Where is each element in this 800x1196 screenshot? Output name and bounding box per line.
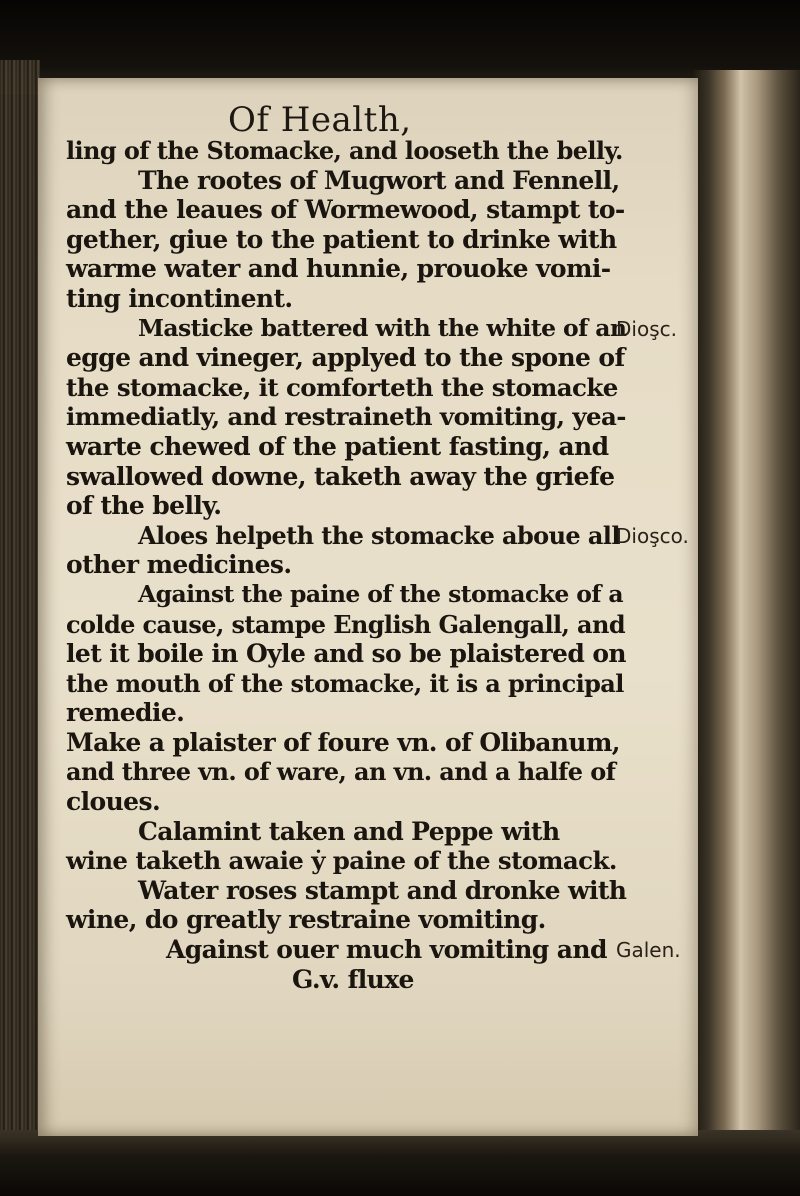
text-line: Calamint taken and Peppe with	[138, 816, 560, 846]
text-line: ting incontinent.	[66, 283, 293, 313]
marginal-note: Dioşco.	[616, 523, 689, 548]
text-line: the stomacke, it comforteth the stomacke	[66, 372, 618, 402]
marginal-note: Galen.	[616, 938, 681, 963]
text-line: remedie.	[66, 698, 185, 728]
text-line: cloues.	[66, 787, 161, 817]
book-gutter-right	[692, 70, 800, 1140]
text-line: ling of the Stomacke, and looseth the belly.	[66, 136, 623, 165]
text-line: warte chewed of the patient fasting, and	[66, 431, 609, 461]
text-line: G.v. fluxe	[292, 964, 414, 994]
text-line: Against ouer much vomiting and	[166, 935, 607, 965]
text-line: Against the paine of the stomacke of a	[138, 579, 624, 608]
running-head: Of Health,	[228, 100, 412, 140]
book-fore-edge-left	[0, 60, 40, 1140]
text-line: wine taketh awaie ẏ paine of the stomack.	[66, 846, 617, 876]
text-line: Aloes helpeth the stomacke aboue all	[138, 520, 620, 550]
text-line: let it boile in Oyle and so be plaistered on	[66, 639, 626, 669]
text-line: gether, giue to the patient to drinke with	[66, 224, 617, 254]
text-line: of the belly.	[66, 491, 222, 521]
text-line: colde cause, stampe English Galengall, and	[66, 609, 626, 639]
text-line: the mouth of the stomacke, it is a principal	[66, 668, 624, 698]
text-line: wine, do greatly restraine vomiting.	[66, 905, 546, 935]
text-line: and the leaues of Wormewood, stampt to-	[66, 195, 625, 225]
body-text	[66, 136, 626, 994]
marginal-note: Dioşc.	[616, 316, 677, 341]
text-line: Masticke battered with the white of an	[138, 313, 627, 342]
text-line: immediatly, and restraineth vomiting, yea-	[66, 402, 626, 432]
text-line: egge and vineger, applyed to the spone of	[66, 343, 625, 373]
scan-background-bottom	[0, 1130, 800, 1196]
text-line: other medicines.	[66, 550, 292, 580]
text-line: warme water and hunnie, prouoke vomi-	[66, 254, 611, 284]
text-line: Water roses stampt and dronke with	[138, 875, 627, 905]
text-line: Make a plaister of foure vn. of Olibanum,	[66, 727, 620, 757]
text-line: The rootes of Mugwort and Fennell,	[138, 165, 620, 195]
text-line: and three vn. of ware, an vn. and a halfe of	[66, 757, 616, 787]
text-line: swallowed downe, taketh away the griefe	[66, 461, 615, 491]
